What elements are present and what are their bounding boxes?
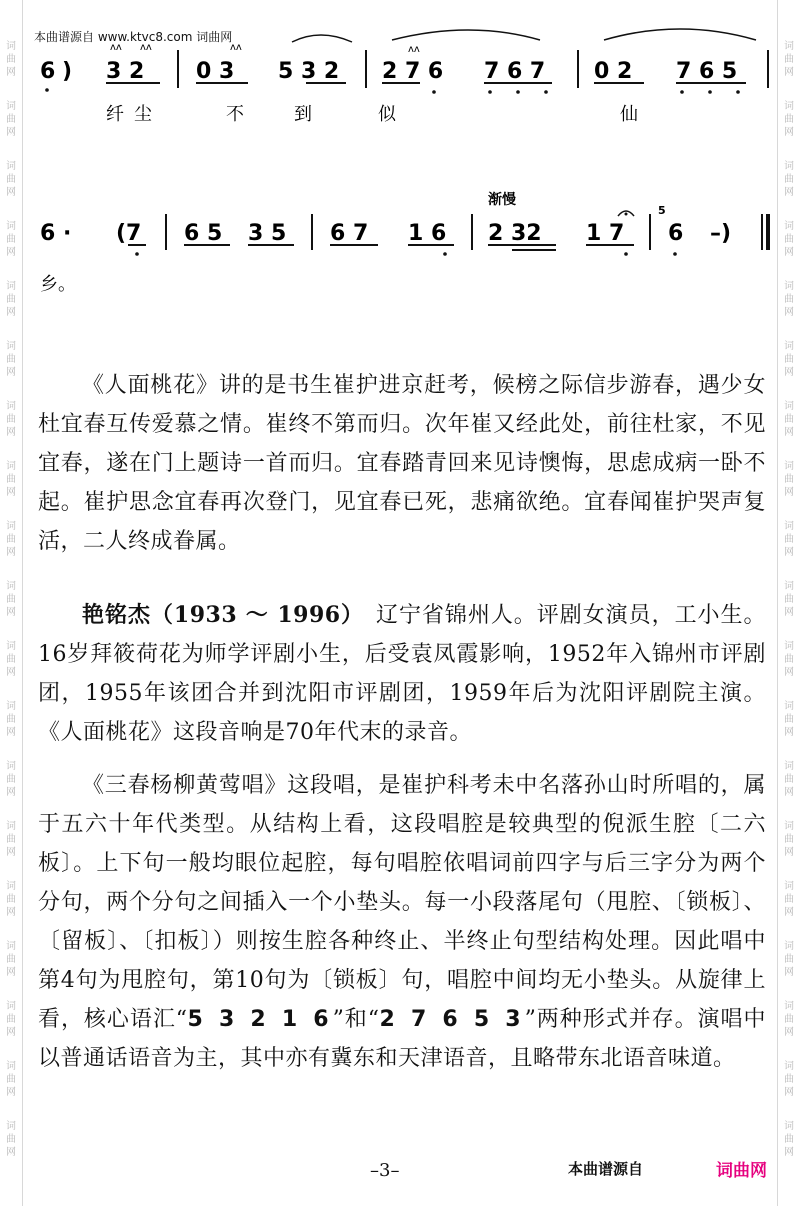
watermark-glyphs: 词 曲 网 xyxy=(784,941,794,978)
svg-text:): ) xyxy=(62,59,73,84)
score-lyric: 不 xyxy=(226,104,244,125)
tempo-mark: 渐慢 xyxy=(488,192,516,208)
watermark-glyphs: 词 曲 网 xyxy=(6,881,16,918)
score-group: 1 6 xyxy=(408,221,447,246)
watermark-glyphs: 词 曲 网 xyxy=(6,161,16,198)
score-group: 0 2 xyxy=(594,59,633,84)
watermark-glyphs: 词 曲 网 xyxy=(784,1121,794,1158)
score-lyric: 到 xyxy=(294,104,312,125)
score-group: 1 7 xyxy=(586,221,625,246)
watermark-glyphs: 词 曲 网 xyxy=(784,521,794,558)
watermark-glyphs: 词 曲 网 xyxy=(784,281,794,318)
score-lyric: 仙 xyxy=(620,104,638,125)
watermark-glyphs: 词 曲 网 xyxy=(784,161,794,198)
svg-text:ʌʌ: ʌʌ xyxy=(408,44,420,55)
score-group: 2 7 6 xyxy=(382,59,444,84)
svg-text:ʌʌ: ʌʌ xyxy=(140,42,152,53)
footer-source-label: 本曲谱源自 xyxy=(568,1160,644,1178)
watermark-glyphs: 词 曲 网 xyxy=(6,101,16,138)
watermark-glyphs: 词 曲 网 xyxy=(784,221,794,258)
grace-note: 5 xyxy=(658,204,666,217)
watermark-glyphs: 词 曲 网 xyxy=(6,41,16,78)
score-group: 7 6 5 xyxy=(676,59,738,84)
watermark-glyphs: 词 曲 网 xyxy=(784,581,794,618)
watermark-glyphs: 词 曲 网 xyxy=(784,401,794,438)
watermark-glyphs: 词 曲 网 xyxy=(784,461,794,498)
story-paragraph: 《人面桃花》讲的是书生崔护进京赶考，候榜之际信步游春，遇少女杜宜春互传爱慕之情。崔终不第而归。次年崔又经此处，前往杜家，不见宜春，遂在门上题诗一首而归。宜春踏青回来见诗懊悔，思虑成病一卧不起。崔护思念宜春再次登门，见宜春已死，悲痛欲绝。宜春闻崔护哭声复活，二人终成眷属。 xyxy=(38,373,766,554)
score-group: (7 xyxy=(116,221,142,246)
watermark-glyphs: 词 曲 网 xyxy=(6,461,16,498)
watermark-glyphs: 词 曲 网 xyxy=(6,761,16,798)
score-group: 3 2 xyxy=(106,59,145,84)
watermark-glyphs: 词 曲 网 xyxy=(784,341,794,378)
performer-bio: 辽宁省锦州人。评剧女演员，工小生。16岁拜筱荷花为师学评剧小生，后受袁凤霞影响，1952年入锦州市评剧团，1955年该团合并到沈阳市评剧团，1959年后为沈阳评剧院主演。《人面桃花》这段音响是70年代末的录音。 xyxy=(38,603,766,745)
watermark-glyphs: 词 曲 网 xyxy=(784,101,794,138)
watermark-glyphs: 词 曲 网 xyxy=(6,821,16,858)
score-group: 6 5 xyxy=(184,221,223,246)
performer-name: 艳铭杰 xyxy=(82,602,151,628)
watermark-glyphs: 词 曲 网 xyxy=(784,41,794,78)
watermark-glyphs: 词 曲 网 xyxy=(784,641,794,678)
score-group: 3 5 xyxy=(248,221,287,246)
performer-paragraph xyxy=(38,596,766,752)
score-group: 0 3 xyxy=(196,59,235,84)
motif-one: 5 3 2 1 6 xyxy=(187,1007,333,1032)
numbered-score xyxy=(0,0,800,320)
watermark-glyphs: 词 曲 网 xyxy=(6,521,16,558)
watermark-glyphs: 词 曲 网 xyxy=(784,1061,794,1098)
score-group: 6 7 xyxy=(330,221,369,246)
watermark-glyphs: 词 曲 网 xyxy=(6,581,16,618)
score-lyric: 乡。 xyxy=(40,274,76,295)
watermark-glyphs: 词 曲 网 xyxy=(784,881,794,918)
analysis-paragraph: 《三春杨柳黄莺唱》这段唱，是崔护科考未中名落孙山时所唱的，属于五六十年代类型。从结构上看，这段唱腔是较典型的倪派生腔〔二六板〕。上下句一般均眼位起腔，每句唱腔依唱词前四字与后三字分为两个分句，两个分句之间插入一个小垫头。每一小段落尾句（甩腔、〔锁板〕、〔留板〕、〔扣板〕）则按生腔各种终止、半终止句型结构处理。因此唱中第4句为甩腔句，第10句为〔锁板〕句，唱腔中间均无小垫头。从旋律上看，核心语汇“5 3 2 1 6”和“2 7 6 5 3”两种形式并存。演唱中以普通话语音为主，其中亦有冀东和天津语音，且略带东北语音味道。 xyxy=(38,773,766,1071)
watermark-glyphs: 词 曲 网 xyxy=(784,701,794,738)
score-group: –) xyxy=(710,221,732,246)
score-lead-note-2: 6 · xyxy=(40,221,72,246)
watermark-glyphs: 词 曲 网 xyxy=(784,821,794,858)
watermark-glyphs: 词 曲 网 xyxy=(6,641,16,678)
watermark-glyphs: 词 曲 网 xyxy=(6,701,16,738)
source-header: 本曲谱源自 www.ktvc8.com 词曲网 xyxy=(34,30,233,44)
score-lyric: 纤尘 xyxy=(106,104,162,125)
watermark-glyphs: 词 曲 网 xyxy=(6,221,16,258)
svg-text:ʌʌ: ʌʌ xyxy=(230,42,242,53)
watermark-glyphs: 词 曲 网 xyxy=(6,1121,16,1158)
score-lyric: 似 xyxy=(378,104,396,125)
watermark-glyphs: 词 曲 网 xyxy=(6,341,16,378)
motif-two: 2 7 6 5 3 xyxy=(379,1007,525,1032)
watermark-glyphs: 词 曲 网 xyxy=(6,1061,16,1098)
score-lead-note-1: 6 xyxy=(40,59,56,84)
score-group: 2 32 xyxy=(488,221,542,246)
watermark-glyphs: 词 曲 网 xyxy=(6,941,16,978)
footer-brand: 词曲网 xyxy=(716,1161,767,1181)
watermark-glyphs: 词 曲 网 xyxy=(6,1001,16,1038)
watermark-glyphs: 词 曲 网 xyxy=(6,281,16,318)
score-group: 5 3 2 xyxy=(278,59,340,84)
watermark-glyphs: 词 曲 网 xyxy=(6,401,16,438)
svg-text:ʌʌ: ʌʌ xyxy=(110,42,122,53)
page-number: –3– xyxy=(370,1160,400,1181)
score-group: 6 xyxy=(668,221,684,246)
performer-years: （1933 ～ 1996） xyxy=(150,602,354,628)
score-group: 7 6 7 xyxy=(484,59,546,84)
watermark-glyphs: 词 曲 网 xyxy=(784,761,794,798)
watermark-glyphs: 词 曲 网 xyxy=(784,1001,794,1038)
